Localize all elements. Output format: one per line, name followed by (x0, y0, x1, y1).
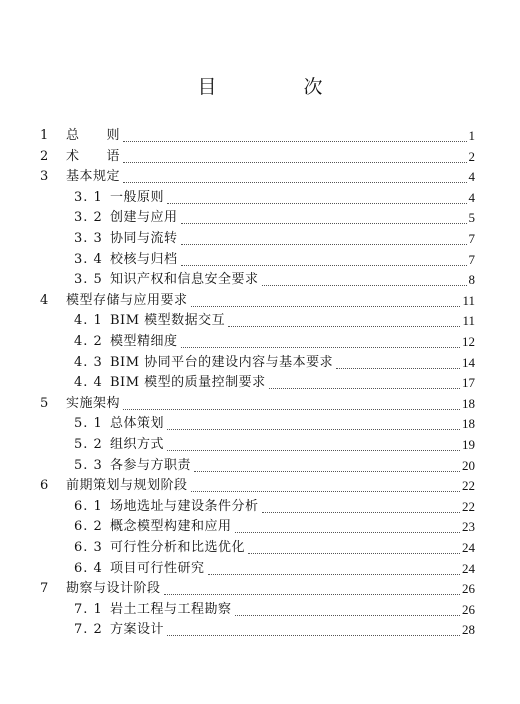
toc-entry-page-number: 19 (462, 437, 475, 452)
toc-entry-label: 创建与应用 (110, 210, 178, 226)
toc-dot-leader (167, 429, 460, 430)
toc-entry-page-number: 11 (462, 313, 475, 329)
toc-entry[interactable] (0, 270, 520, 290)
toc-entry-page-number: 4 (468, 169, 475, 185)
toc-dot-leader (208, 574, 460, 575)
toc-entry[interactable] (0, 311, 520, 331)
toc-entry-number: 5. 3 (74, 457, 103, 473)
toc-entry[interactable] (0, 579, 520, 599)
toc-entry[interactable] (0, 414, 520, 434)
toc-entry-page-number: 22 (462, 498, 475, 514)
toc-entry-number: 6. 4 (74, 560, 103, 576)
toc-entry[interactable] (0, 476, 520, 496)
toc-entry[interactable] (0, 456, 520, 476)
toc-entry-page-number: 24 (462, 540, 475, 555)
toc-dot-leader (123, 162, 467, 163)
toc-entry[interactable] (0, 229, 520, 249)
toc-entry[interactable] (0, 353, 520, 373)
toc-entry-page-number: 1 (468, 128, 475, 143)
toc-entry-number: 4. 2 (74, 334, 103, 349)
toc-entry[interactable] (0, 600, 520, 620)
toc-entry-page-number: 18 (462, 416, 475, 432)
toc-dot-leader (235, 615, 460, 616)
toc-dot-leader (181, 265, 467, 266)
toc-entry-number: 5. 2 (74, 437, 103, 452)
toc-entry-number: 7. 1 (74, 601, 103, 617)
toc-entry-page-number: 2 (468, 148, 475, 164)
toc-entry-number: 4 (40, 292, 50, 308)
toc-entry-label: 前期策划与规划阶段 (66, 478, 188, 494)
toc-entry[interactable] (0, 538, 520, 558)
toc-dot-leader (228, 326, 460, 327)
toc-entry-label: 方案设计 (110, 622, 165, 638)
toc-entry-number: 6. 3 (74, 540, 103, 555)
toc-dot-leader (167, 450, 460, 451)
toc-entry-page-number: 11 (462, 292, 475, 308)
toc-entry-label: 术 语 (66, 148, 121, 164)
toc-entry-label: 各参与方职责 (110, 457, 192, 473)
toc-dot-leader (123, 141, 467, 142)
toc-dot-leader (194, 471, 460, 472)
toc-entry-label: 总 则 (66, 128, 121, 143)
toc-entry[interactable] (0, 208, 520, 228)
toc-entry[interactable] (0, 167, 520, 187)
toc-dot-leader (262, 512, 460, 513)
toc-entry-label: 场地选址与建设条件分析 (110, 498, 259, 514)
toc-dot-leader (167, 203, 467, 204)
toc-entry-page-number: 20 (462, 457, 475, 473)
toc-dot-leader (235, 532, 460, 533)
toc-entry-label: 模型精细度 (110, 334, 178, 349)
toc-entry[interactable] (0, 517, 520, 537)
toc-dot-leader (181, 244, 467, 245)
toc-dot-leader (181, 223, 467, 224)
toc-entry-number: 7 (40, 581, 50, 597)
toc-entry-label: 模型存储与应用要求 (66, 292, 188, 308)
toc-entry-label: 可行性分析和比选优化 (110, 540, 246, 555)
toc-entry-number: 5 (40, 395, 50, 411)
toc-entry-page-number: 24 (462, 560, 475, 576)
toc-entry-number: 4. 1 (74, 313, 103, 329)
toc-entry[interactable] (0, 291, 520, 311)
toc-entry-label: BIM 模型的质量控制要求 (110, 375, 266, 391)
toc-entry[interactable] (0, 559, 520, 579)
toc-dot-leader (167, 635, 460, 636)
toc-entry-page-number: 23 (462, 519, 475, 535)
toc-entry[interactable] (0, 147, 520, 167)
toc-entry-page-number: 28 (462, 622, 475, 638)
toc-entry-page-number: 7 (468, 251, 475, 267)
toc-entry-number: 3. 3 (74, 231, 103, 246)
page-title: 目 次 (197, 76, 357, 98)
toc-entry-label: BIM 模型数据交互 (110, 313, 226, 329)
toc-entry-label: 基本规定 (66, 169, 121, 185)
toc-entry-page-number: 26 (462, 581, 475, 597)
toc-entry[interactable] (0, 332, 520, 352)
toc-entry-label: 组织方式 (110, 437, 165, 452)
toc-entry-label: 岩土工程与工程勘察 (110, 601, 232, 617)
toc-entry-number: 2 (40, 148, 50, 164)
toc-dot-leader (164, 594, 460, 595)
toc-dot-leader (191, 306, 460, 307)
toc-entry-page-number: 17 (462, 375, 475, 391)
toc-entry-number: 3. 2 (74, 210, 103, 226)
toc-entry-page-number: 26 (462, 601, 475, 617)
toc-entry-number: 7. 2 (74, 622, 103, 638)
toc-dot-leader (262, 285, 467, 286)
toc-entry[interactable] (0, 126, 520, 146)
toc-entry-number: 3. 5 (74, 272, 103, 288)
toc-dot-leader (191, 491, 460, 492)
toc-entry-label: 勘察与设计阶段 (66, 581, 161, 597)
toc-entry-page-number: 12 (462, 334, 475, 349)
toc-entry[interactable] (0, 497, 520, 517)
toc-entry-number: 1 (40, 128, 50, 143)
toc-entry-number: 6 (40, 478, 50, 494)
toc-entry[interactable] (0, 620, 520, 640)
toc-entry-label: 一般原则 (110, 189, 165, 205)
toc-entry[interactable] (0, 250, 520, 270)
toc-entry-page-number: 22 (462, 478, 475, 494)
toc-entry-number: 3. 4 (74, 251, 103, 267)
toc-entry-page-number: 18 (462, 395, 475, 411)
toc-entry-number: 6. 1 (74, 498, 103, 514)
toc-entry-number: 4. 4 (74, 375, 103, 391)
toc-entry-number: 4. 3 (74, 354, 103, 370)
toc-entry-page-number: 8 (468, 272, 475, 288)
toc-dot-leader (123, 409, 460, 410)
toc-entry[interactable] (0, 394, 520, 414)
toc-dot-leader (269, 388, 460, 389)
toc-dot-leader (123, 182, 467, 183)
toc-dot-leader (181, 347, 460, 348)
toc-entry[interactable] (0, 188, 520, 208)
toc-entry-page-number: 5 (468, 210, 475, 226)
toc-dot-leader (248, 553, 460, 554)
toc-entry-label: 项目可行性研究 (110, 560, 205, 576)
toc-entry-label: 总体策划 (110, 416, 165, 432)
toc-entry-number: 3. 1 (74, 189, 103, 205)
toc-entry-label: BIM 协同平台的建设内容与基本要求 (110, 354, 334, 370)
toc-dot-leader (336, 368, 460, 369)
toc-entry[interactable] (0, 373, 520, 393)
toc-entry-label: 概念模型构建和应用 (110, 519, 232, 535)
toc-entry-label: 协同与流转 (110, 231, 178, 246)
toc-entry-number: 5. 1 (74, 416, 103, 432)
toc-entry-page-number: 7 (468, 231, 475, 246)
toc-entry[interactable] (0, 435, 520, 455)
toc-entry-number: 6. 2 (74, 519, 103, 535)
toc-entry-number: 3 (40, 169, 50, 185)
toc-entry-page-number: 14 (462, 354, 475, 370)
toc-entry-label: 实施架构 (66, 395, 121, 411)
toc-entry-label: 校核与归档 (110, 251, 178, 267)
toc-entry-label: 知识产权和信息安全要求 (110, 272, 259, 288)
toc-entry-page-number: 4 (468, 189, 475, 205)
